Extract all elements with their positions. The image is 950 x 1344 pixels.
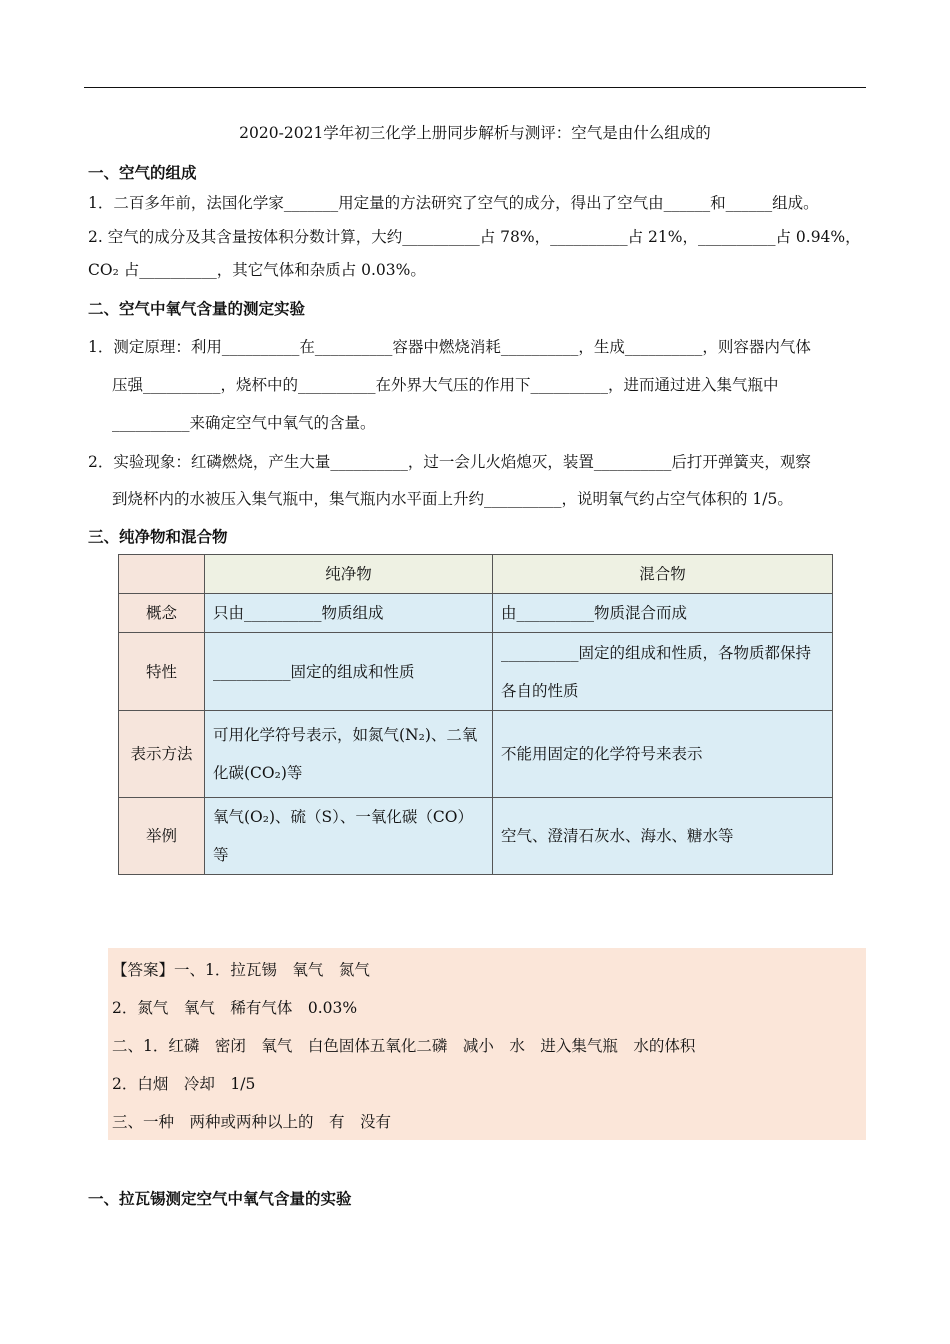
section2-line1: 1．测定原理：利用__________在__________容器中燃烧消耗__________，生成__________，则容器内气体: [88, 338, 811, 356]
section2-line2: 压强__________，烧杯中的__________在外界大气压的作用下__________，进而通过进入集气瓶中: [112, 376, 779, 394]
section4-heading: 一、拉瓦锡测定空气中氧气含量的实验: [88, 1190, 352, 1208]
section2-line3: __________来确定空气中氧气的含量。: [112, 414, 376, 432]
table-header-mix: 混合物: [493, 555, 833, 594]
table-row-label: 举例: [119, 798, 205, 875]
table-row: [119, 798, 833, 875]
table-row: [119, 633, 833, 711]
section1-line2: 2. 空气的成分及其含量按体积分数计算，大约__________占 78%，__________占 21%，__________占 0.94%，: [88, 228, 861, 246]
answer-box: [108, 948, 866, 1140]
section2-line5: 到烧杯内的水被压入集气瓶中，集气瓶内水平面上升约__________，说明氧气约占空气体积的 1/5。: [112, 490, 793, 508]
table-header-row: [119, 555, 833, 594]
answer-line4: 2．白烟 冷却 1/5: [112, 1075, 256, 1093]
table-row: [119, 711, 833, 798]
section2-line4: 2．实验现象：红磷燃烧，产生大量__________，过一会儿火焰熄灭，装置__________后打开弹簧夹，观察: [88, 453, 811, 471]
header-rule: [84, 87, 866, 88]
table-cell-pure: 可用化学符号表示，如氮气(N₂)、二氧化碳(CO₂)等: [205, 711, 493, 798]
answer-line2: 2．氮气 氧气 稀有气体 0.03%: [112, 999, 358, 1017]
table-cell-pure: 氧气(O₂)、硫（S）、一氧化碳（CO）等: [205, 798, 493, 875]
answer-line1: 【答案】一、1．拉瓦锡 氧气 氮气: [112, 961, 370, 979]
table-corner-cell: [119, 555, 205, 594]
section3-heading: 三、纯净物和混合物: [88, 528, 228, 546]
answer-line5: 三、一种 两种或两种以上的 有 没有: [112, 1113, 392, 1131]
section1-heading: 一、空气的组成: [88, 164, 197, 182]
table-row-label: 表示方法: [119, 711, 205, 798]
table-header-pure: 纯净物: [205, 555, 493, 594]
page-title: 2020-2021学年初三化学上册同步解析与测评：空气是由什么组成的: [239, 124, 711, 142]
table-row-label: 特性: [119, 633, 205, 711]
section1-line1: 1．二百多年前，法国化学家_______用定量的方法研究了空气的成分，得出了空气由______和______组成。: [88, 194, 819, 212]
table-cell-pure: __________固定的组成和性质: [205, 633, 493, 711]
table-cell-pure: 只由__________物质组成: [205, 594, 493, 633]
table-cell-mix: __________固定的组成和性质，各物质都保持各自的性质: [493, 633, 833, 711]
section1-line3: CO₂ 占__________，其它气体和杂质占 0.03%。: [88, 261, 426, 279]
comparison-table: [118, 554, 833, 875]
section2-heading: 二、空气中氧气含量的测定实验: [88, 300, 306, 318]
table-cell-mix: 空气、澄清石灰水、海水、糖水等: [493, 798, 833, 875]
table-row: [119, 594, 833, 633]
table-cell-mix: 由__________物质混合而成: [493, 594, 833, 633]
answer-line3: 二、1．红磷 密闭 氧气 白色固体五氧化二磷 减小 水 进入集气瓶 水的体积: [112, 1037, 696, 1055]
table-cell-mix: 不能用固定的化学符号来表示: [493, 711, 833, 798]
table-row-label: 概念: [119, 594, 205, 633]
